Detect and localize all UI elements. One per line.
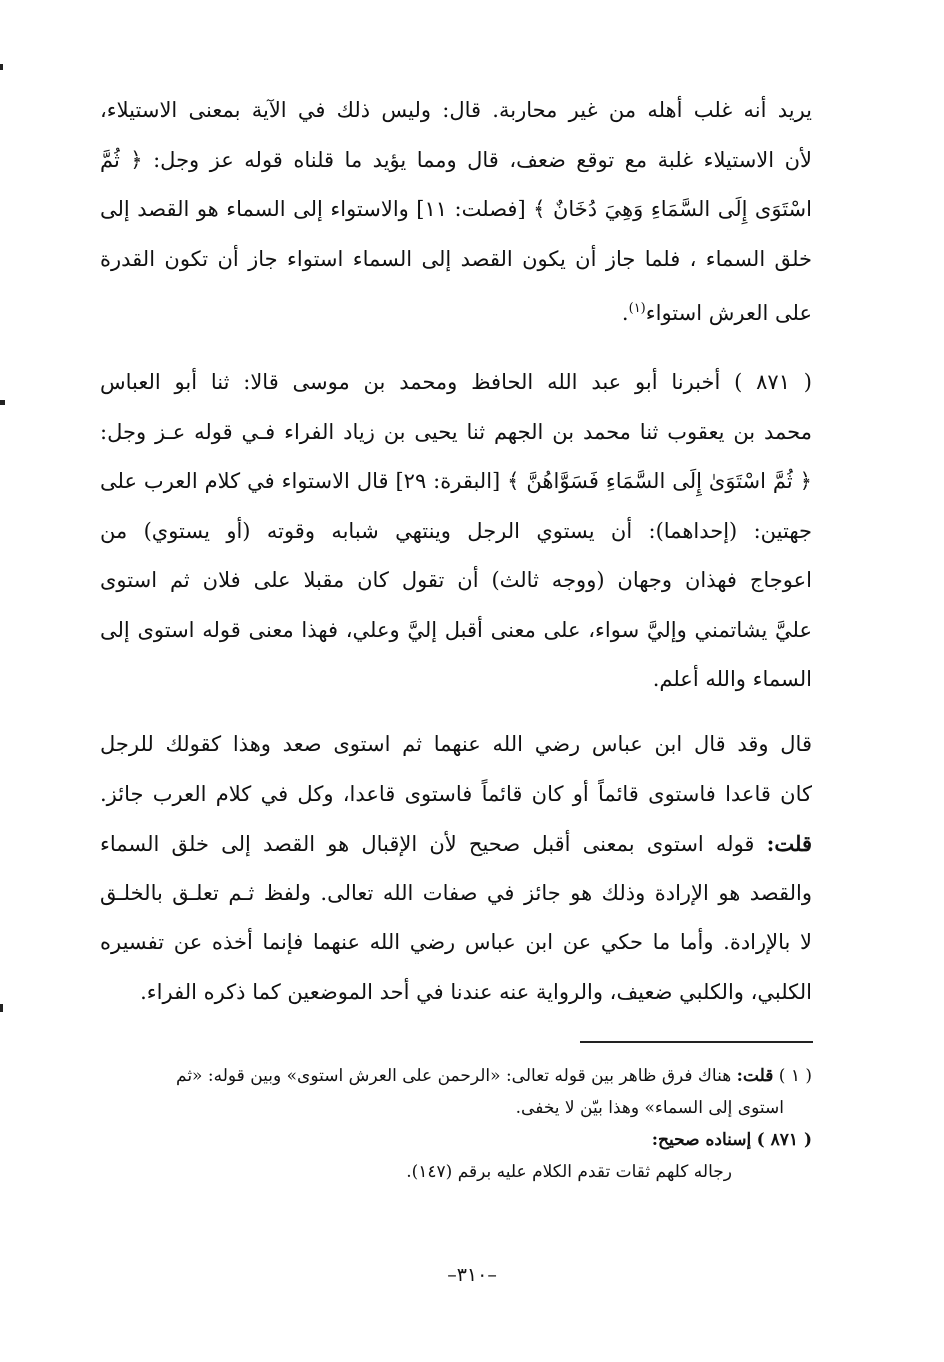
text-line: ( ٨٧١ ) أخبرنا أبو عبد الله الحافظ ومحمد بن موسى قالا: ثنا أبو العباس xyxy=(100,370,812,394)
text-line xyxy=(100,819,812,869)
text-line: يريد أنه غلب أهله من غير محاربة. قال: وليس ذلك في الآية بمعنى الاستيلاء، xyxy=(100,98,812,122)
text-line: اسْتَوَى إِلَى السَّمَاءِ وَهِيَ دُخَانٌ ﴾ [فصلت: ١١] والاستواء إلى السماء هو القصد إلى xyxy=(100,197,812,221)
footnote-number: ( ٨٧١ ) xyxy=(756,1130,812,1150)
text-line: قال وقد قال ابن عباس رضي الله عنهما ثم استوى صعد وهذا كقولك للرجل xyxy=(100,732,812,756)
paragraph-3 xyxy=(100,720,812,1017)
scan-mark xyxy=(0,64,3,70)
text-line: جهتين: (إحداهما): أن يستوي الرجل وينتهي شبابه وقوته (أو يستوي) من xyxy=(100,518,812,543)
footnote-2-text: رجاله كلهم ثقات تقدم الكلام عليه برقم (١٤٧). xyxy=(406,1162,732,1182)
text-line: كان قاعدا فاستوى قائماً أو كان قائماً فاستوى قاعدا، وكل في كلام العرب جائز. xyxy=(100,781,812,806)
text-line: اعوجاج فهذان وجهان (ووجه ثالث) أن تقول كان مقبلا على فلان ثم استوى xyxy=(100,568,812,592)
page-number: –٣١٠– xyxy=(447,1264,497,1286)
text-segment: على العرش استواء xyxy=(645,301,812,325)
text-line: لا بالإرادة. وأما ما حكي عن ابن عباس رضي الله عنهما فإنما أخذه عن تفسيره xyxy=(100,930,812,954)
footnote-2 xyxy=(104,1124,812,1156)
text-line: الكلبي، والكلبي ضعيف، والرواية عنه عندنا في أحد الموضعين كما ذكره الفراء. xyxy=(140,979,812,1004)
text-line xyxy=(100,284,812,334)
qultu-label: قلت: xyxy=(736,1066,774,1086)
scan-mark xyxy=(0,1004,3,1012)
punctuation: . xyxy=(621,301,629,325)
text-segment: قوله استوى بمعنى أقبل صحيح لأن الإقبال هو القصد إلى خلق السماء xyxy=(100,832,767,856)
footnote-text: هناك فرق ظاهر بين قوله تعالى: «الرحمن على العرش استوى» وبين قوله: «ثم xyxy=(176,1066,732,1086)
paragraph-2 xyxy=(100,358,812,705)
text-line: والقصد هو الإرادة وذلك هو جائز في صفات الله تعالى. ولفظ ثـم تعلـق بالخلـق xyxy=(100,880,812,905)
footnote-separator xyxy=(580,1041,813,1043)
footnote-reference[interactable]: (١) xyxy=(628,301,646,316)
paragraph-1 xyxy=(100,86,812,334)
text-line: عليَّ يشاتمني وإليَّ سواء، على معنى أقبل إليَّ وعلي، فهذا معنى قوله استوى إلى xyxy=(100,617,812,642)
qultu-label: قلت: xyxy=(766,831,812,856)
footnote-1 xyxy=(104,1060,812,1092)
isnad-grade: إسناده صحيح: xyxy=(651,1130,752,1150)
text-line: السماء والله أعلم. xyxy=(652,667,812,691)
text-line: خلق السماء ، فلما جاز أن يكون القصد إلى السماء استواء جاز أن تكون القدرة xyxy=(100,246,812,271)
footnote-number: ( ١ ) xyxy=(778,1066,812,1086)
footnote-1-continued: استوى إلى السماء» وهذا بيّن لا يخفى. xyxy=(515,1098,784,1118)
text-line: ﴿ ثُمَّ اسْتَوَىٰ إِلَى السَّمَاءِ فَسَوَّاهُنَّ ﴾ [البقرة: ٢٩] قال الاستواء في كلام العرب على xyxy=(100,469,812,493)
scan-mark xyxy=(0,400,5,405)
footnotes xyxy=(104,1060,812,1188)
text-line: لأن الاستيلاء غلبة مع توقع ضعف، قال ومما يؤيد ما قلناه قوله عز وجل: ﴿ ثُمَّ xyxy=(100,147,812,172)
text-line: محمد بن يعقوب ثنا محمد بن الجهم ثنا يحيى بن زياد الفراء فـي قوله عـز وجل: xyxy=(100,419,812,444)
